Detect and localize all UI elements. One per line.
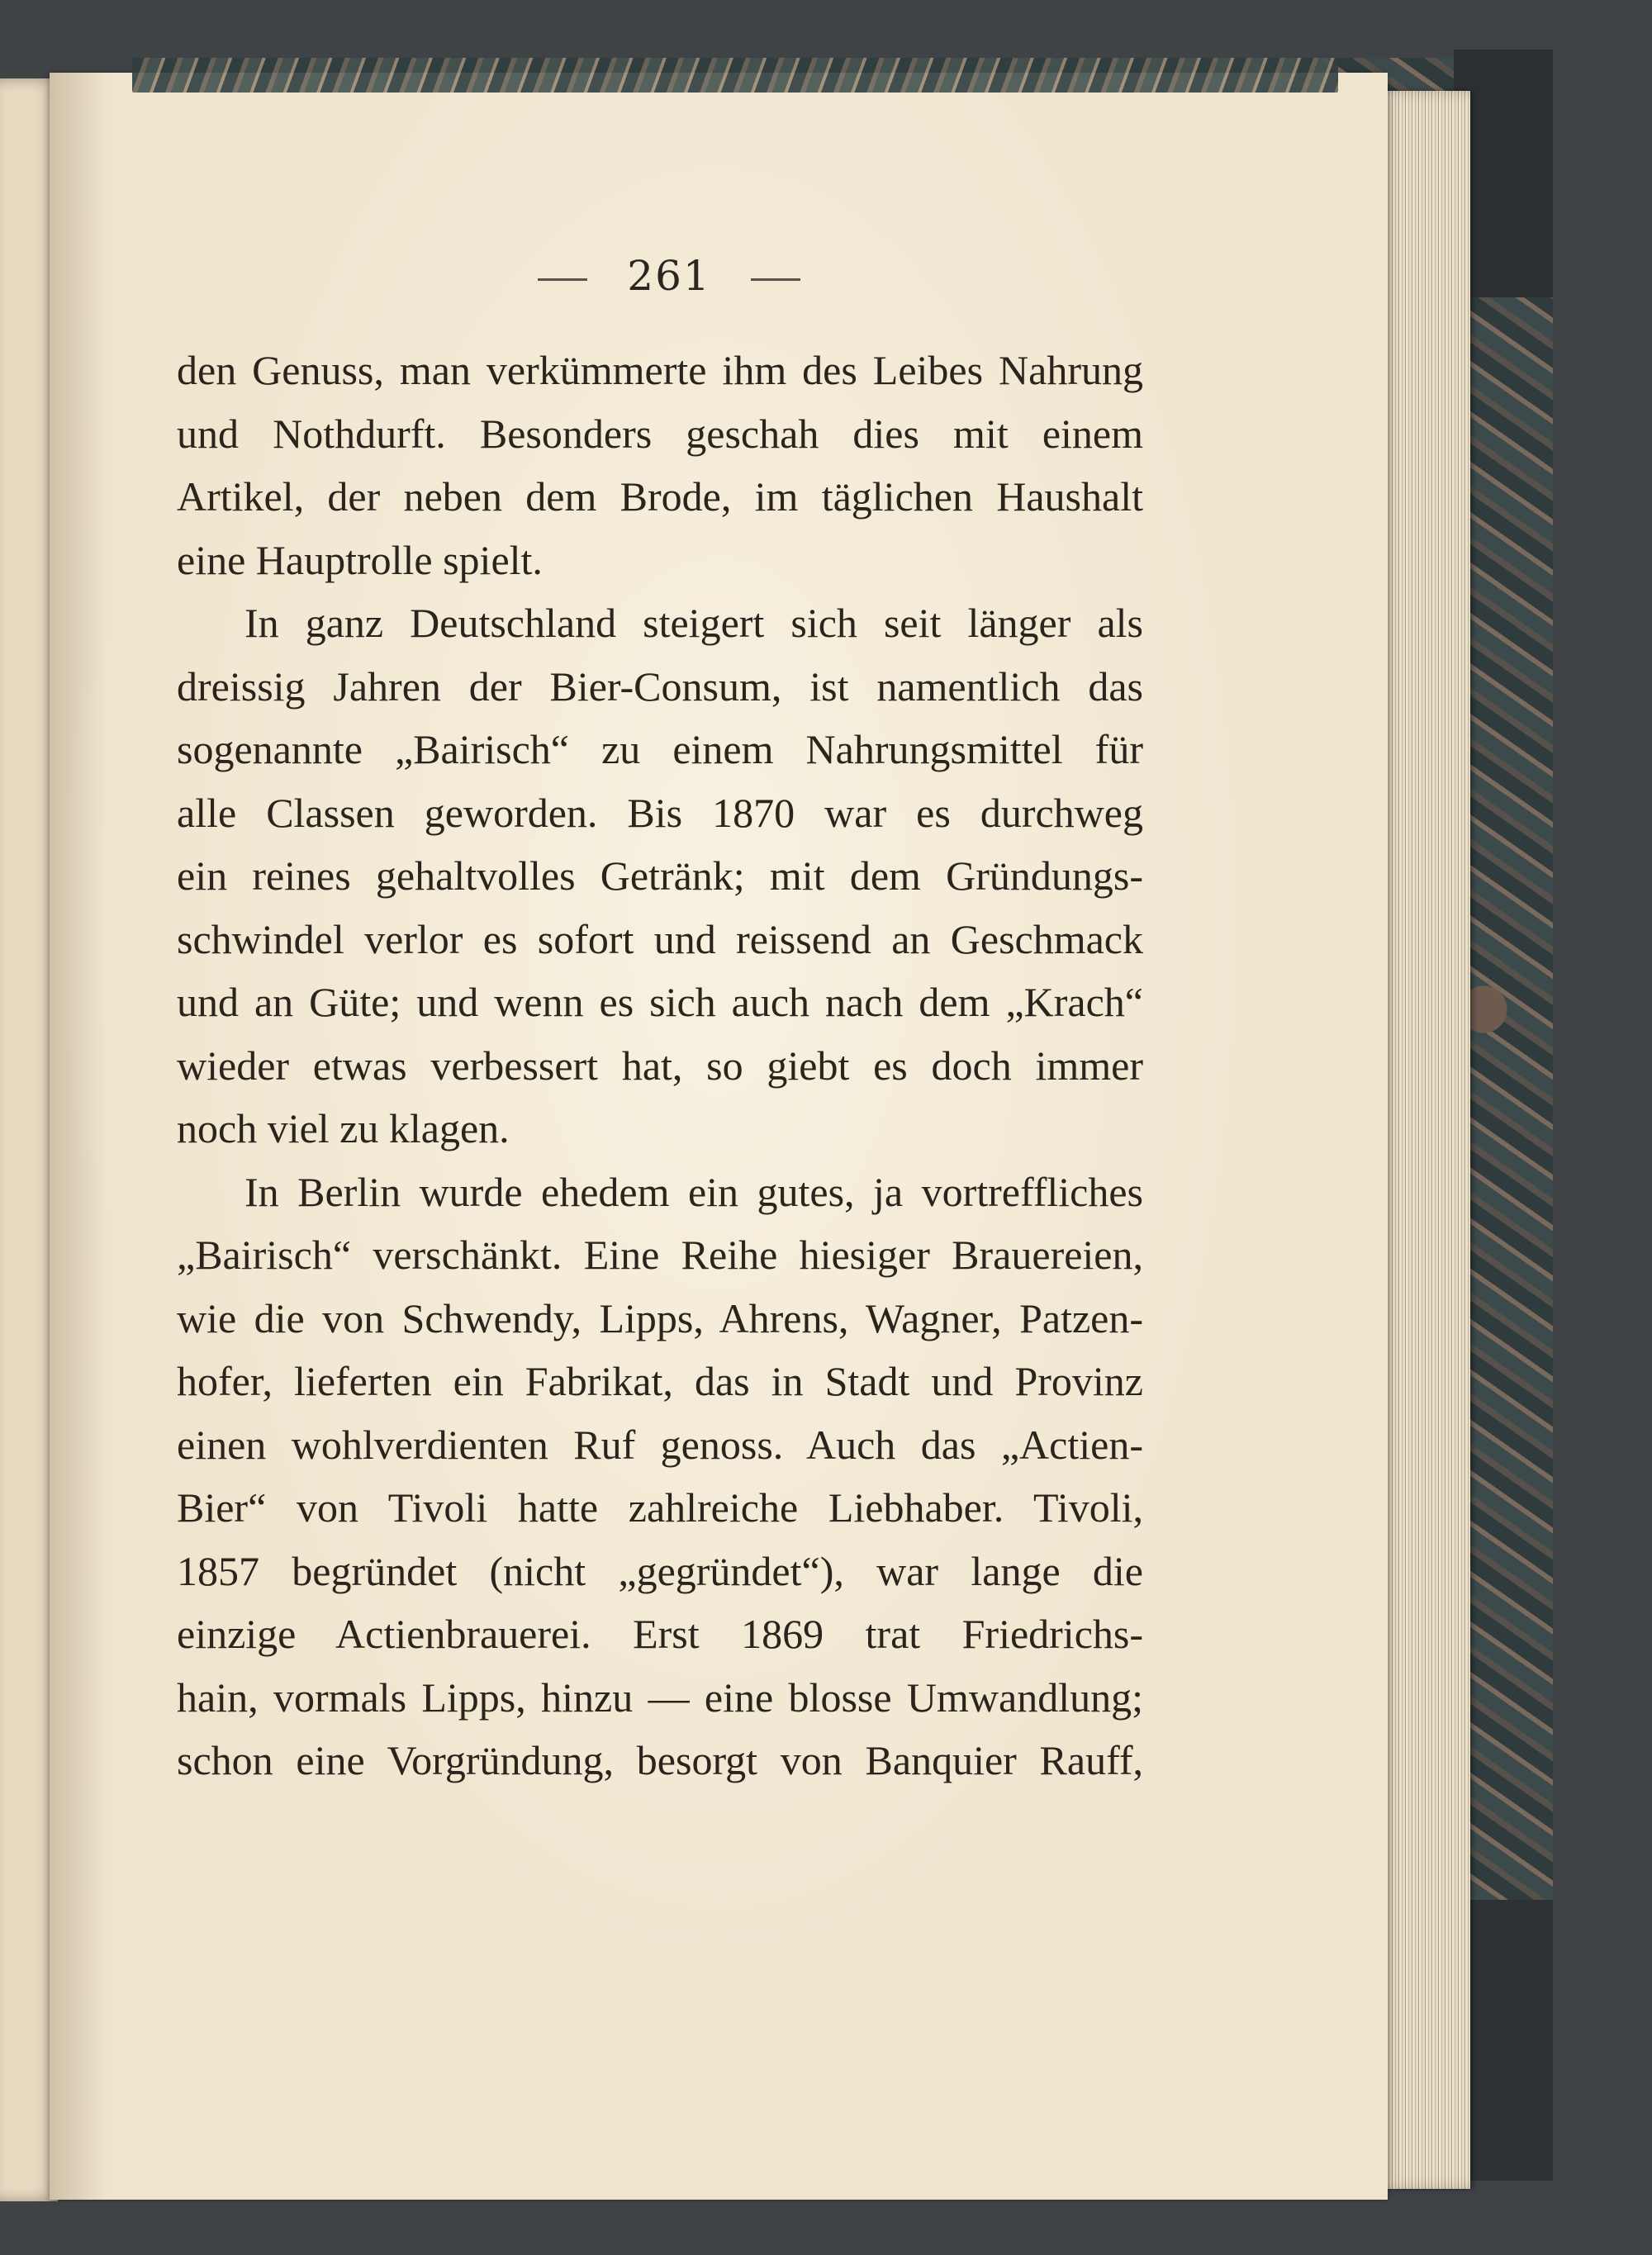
text-line: dreissig Jahren der Bier-Consum, ist namentlich das <box>177 662 1143 710</box>
text-line: eine Hauptrolle spielt. <box>177 536 543 583</box>
text-line: wie die von Schwendy, Lipps, Ahrens, Wagner, Patzen- <box>177 1294 1143 1341</box>
page-stack-edge <box>1379 91 1470 2189</box>
text-line: noch viel zu klagen. <box>177 1105 510 1151</box>
text-line: ein reines gehaltvolles Getränk; mit dem Gründungs- <box>177 852 1143 899</box>
page-number: 261 <box>627 252 711 300</box>
text-line: In ganz Deutschland steigert sich seit länger als <box>244 600 1143 646</box>
text-line: In Berlin wurde ehedem ein gutes, ja vortreffliches <box>244 1168 1143 1215</box>
text-line: einen wohlverdienten Ruf genoss. Auch das „Actien- <box>177 1421 1143 1468</box>
text-line: „Bairisch“ verschänkt. Eine Reihe hiesiger Brauereien, <box>177 1232 1143 1278</box>
text-line: und an Güte; und wenn es sich auch nach dem „Krach“ <box>177 979 1143 1025</box>
header-dash-right <box>751 278 800 281</box>
text-line: den Genuss, man verkümmerte ihm des Leibes Nahrung <box>177 347 1143 393</box>
text-line: schwindel verlor es sofort und reissend an Geschmack <box>177 915 1143 962</box>
body-text <box>177 339 1143 1792</box>
text-line: und Nothdurft. Besonders geschah dies mit einem <box>177 410 1143 457</box>
text-line: wieder etwas verbessert hat, so giebt es doch immer <box>177 1042 1143 1089</box>
text-line: einzige Actienbrauerei. Erst 1869 trat Friedrichs- <box>177 1611 1143 1657</box>
header-dash-left <box>538 278 587 281</box>
text-line: hain, vormals Lipps, hinzu — eine blosse Umwandlung; <box>177 1673 1143 1721</box>
marbled-top-strip <box>132 58 1338 93</box>
text-line: 1857 begründet (nicht „gegründet“), war lange die <box>177 1547 1143 1594</box>
text-line: schon eine Vorgründung, besorgt von Banquier Rauff, <box>177 1737 1143 1783</box>
text-line: Artikel, der neben dem Brode, im täglichen Haushalt <box>177 473 1143 520</box>
text-line: hofer, lieferten ein Fabrikat, das in Stadt und Provinz <box>177 1358 1143 1404</box>
text-line: alle Classen geworden. Bis 1870 war es durchweg <box>177 789 1143 836</box>
text-line: Bier“ von Tivoli hatte zahlreiche Liebhaber. Tivoli, <box>177 1484 1143 1531</box>
page-header <box>50 252 1289 300</box>
text-line: sogenannte „Bairisch“ zu einem Nahrungsmittel für <box>177 726 1143 772</box>
